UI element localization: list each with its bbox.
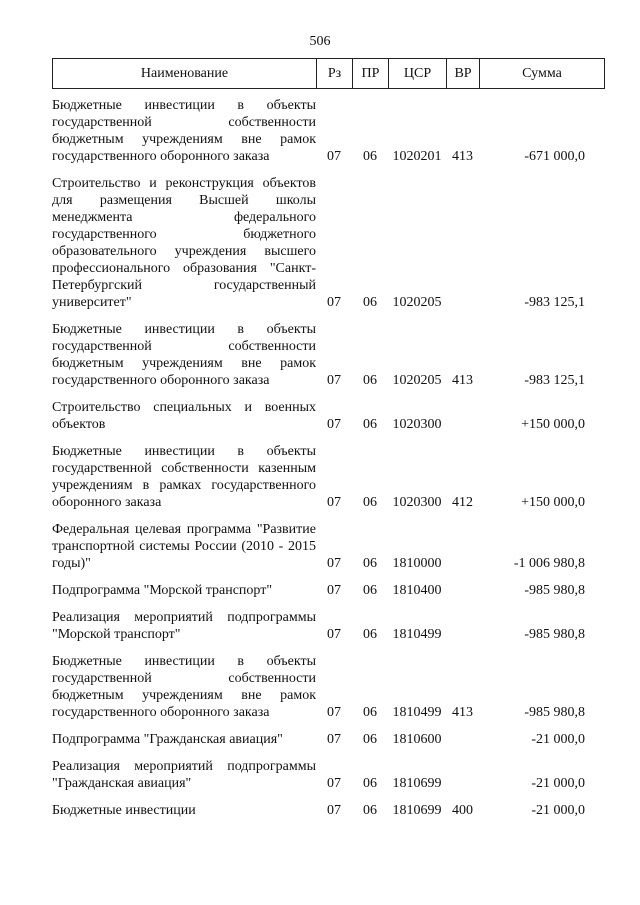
row-sum: -21 000,0: [531, 776, 585, 791]
header-csr: ЦСР: [389, 59, 447, 88]
table-row: [52, 802, 585, 819]
table-row: [52, 731, 585, 748]
row-name: Бюджетные инвестиции в объекты государственной собственности казенным учреждениям в рамках государственного оборонного заказа: [52, 444, 316, 510]
row-sum: -21 000,0: [531, 803, 585, 818]
row-pr: 06: [363, 803, 377, 818]
row-rz: 07: [327, 556, 341, 571]
row-name: Строительство и реконструкция объектов для размещения Высшей школы менеджмента федерального государственного бюджетного образовательного учреждения высшего профессионального образования "Санкт-Петербургский государственный университет": [52, 176, 316, 310]
row-pr: 06: [363, 627, 377, 642]
budget-table-body: [52, 97, 585, 829]
row-pr: 06: [363, 149, 377, 164]
row-vr: 413: [452, 149, 473, 164]
row-vr: 413: [452, 705, 473, 720]
row-rz: 07: [327, 583, 341, 598]
page-number: 506: [309, 34, 331, 49]
row-sum: -983 125,1: [524, 295, 585, 310]
table-row: [52, 582, 585, 599]
row-vr: 412: [452, 495, 473, 510]
row-sum: -985 980,8: [524, 627, 585, 642]
row-rz: 07: [327, 803, 341, 818]
row-csr: 1810400: [392, 583, 442, 598]
row-pr: 06: [363, 495, 377, 510]
table-row: [52, 321, 585, 389]
row-sum: +150 000,0: [521, 495, 585, 510]
table-row: [52, 609, 585, 643]
row-rz: 07: [327, 373, 341, 388]
row-pr: 06: [363, 556, 377, 571]
table-row: [52, 758, 585, 792]
header-name: Наименование: [53, 59, 317, 88]
row-name: Бюджетные инвестиции: [52, 803, 196, 818]
row-rz: 07: [327, 495, 341, 510]
row-sum: -985 980,8: [524, 705, 585, 720]
row-rz: 07: [327, 627, 341, 642]
row-csr: 1810600: [392, 732, 442, 747]
row-sum: +150 000,0: [521, 417, 585, 432]
row-csr: 1020300: [392, 417, 442, 432]
row-pr: 06: [363, 705, 377, 720]
row-name: Бюджетные инвестиции в объекты государственной собственности бюджетным учреждениям вне рамок государственного оборонного заказа: [52, 322, 316, 388]
table-row: [52, 97, 585, 165]
table-row: [52, 521, 585, 572]
row-name: Реализация мероприятий подпрограммы "Гражданская авиация": [52, 759, 316, 791]
row-name: Федеральная целевая программа "Развитие транспортной системы России (2010 - 2015 годы)": [52, 522, 316, 571]
row-rz: 07: [327, 732, 341, 747]
row-vr: 413: [452, 373, 473, 388]
row-name: Бюджетные инвестиции в объекты государственной собственности бюджетным учреждениям вне рамок государственного оборонного заказа: [52, 654, 316, 720]
row-name: Подпрограмма "Гражданская авиация": [52, 732, 283, 747]
header-pr: ПР: [353, 59, 389, 88]
row-csr: 1020201: [392, 149, 442, 164]
row-sum: -983 125,1: [524, 373, 585, 388]
row-csr: 1020205: [392, 295, 442, 310]
table-row: [52, 399, 585, 433]
header-sum: Сумма: [522, 65, 562, 81]
row-rz: 07: [327, 149, 341, 164]
row-csr: 1810000: [392, 556, 442, 571]
header-rz: Рз: [317, 59, 353, 88]
table-row: [52, 443, 585, 511]
row-csr: 1020205: [392, 373, 442, 388]
row-sum: -671 000,0: [524, 149, 585, 164]
row-csr: 1810699: [392, 776, 442, 791]
row-csr: 1810499: [392, 705, 442, 720]
table-header: [52, 58, 605, 89]
row-rz: 07: [327, 705, 341, 720]
header-vr: ВР: [447, 59, 480, 88]
row-pr: 06: [363, 417, 377, 432]
row-pr: 06: [363, 583, 377, 598]
row-sum: -985 980,8: [524, 583, 585, 598]
row-rz: 07: [327, 417, 341, 432]
row-name: Бюджетные инвестиции в объекты государственной собственности бюджетным учреждениям вне рамок государственного оборонного заказа: [52, 98, 316, 164]
row-pr: 06: [363, 373, 377, 388]
row-pr: 06: [363, 295, 377, 310]
table-row: [52, 175, 585, 311]
row-pr: 06: [363, 732, 377, 747]
row-csr: 1810699: [392, 803, 442, 818]
row-name: Строительство специальных и военных объектов: [52, 400, 316, 432]
row-pr: 06: [363, 776, 377, 791]
row-sum: -1 006 980,8: [513, 556, 585, 571]
table-row: [52, 653, 585, 721]
row-sum: -21 000,0: [531, 732, 585, 747]
row-csr: 1020300: [392, 495, 442, 510]
row-name: Подпрограмма "Морской транспорт": [52, 583, 273, 598]
row-csr: 1810499: [392, 627, 442, 642]
row-rz: 07: [327, 295, 341, 310]
row-name: Реализация мероприятий подпрограммы "Морской транспорт": [52, 610, 316, 642]
row-rz: 07: [327, 776, 341, 791]
row-vr: 400: [452, 803, 473, 818]
